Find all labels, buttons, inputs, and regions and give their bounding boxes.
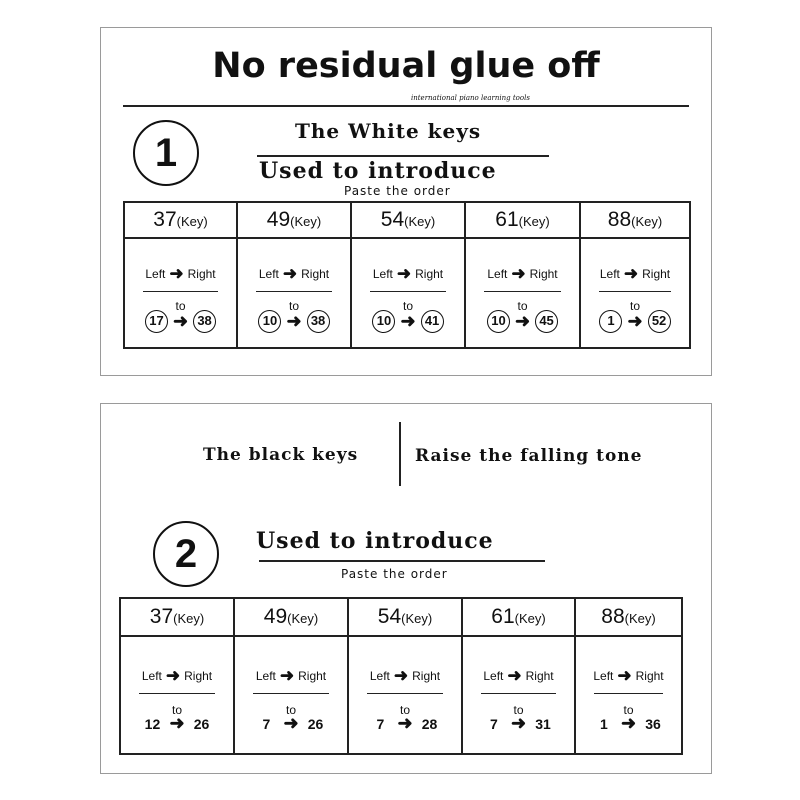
vertical-divider	[399, 422, 401, 486]
order-cell	[120, 636, 234, 754]
key-unit: (Key)	[404, 214, 436, 229]
key-count: 88	[607, 208, 632, 231]
cell-rule	[253, 693, 329, 694]
cell-rule	[139, 693, 215, 694]
key-count-cell	[120, 598, 234, 636]
arrow-right-icon: ➜	[286, 311, 302, 331]
key-count-cell	[124, 202, 237, 238]
order-cell	[465, 238, 580, 348]
raise-tone-heading: Raise the falling tone	[415, 446, 643, 466]
key-count-cell	[580, 202, 690, 238]
start-key-number: 10	[372, 310, 395, 333]
left-label: Left	[599, 267, 620, 281]
key-count: 49	[263, 605, 288, 628]
to-label: to	[399, 703, 410, 717]
arrow-right-icon: ➜	[282, 264, 298, 283]
left-label: Left	[141, 669, 162, 683]
end-key-number: 52	[648, 310, 671, 333]
arrow-right-icon: ➜	[400, 311, 416, 331]
key-count: 61	[491, 605, 515, 628]
right-label: Right	[642, 267, 671, 281]
key-count: 54	[380, 208, 405, 231]
left-label: Left	[487, 267, 508, 281]
key-count-cell	[465, 202, 580, 238]
key-unit: (Key)	[518, 214, 550, 229]
key-unit: (Key)	[287, 611, 319, 626]
arrow-right-icon: ➜	[510, 713, 527, 733]
to-label: to	[288, 299, 299, 313]
start-key-number: 7	[376, 715, 385, 732]
right-label: Right	[525, 669, 554, 683]
order-cell	[124, 238, 237, 348]
right-label: Right	[184, 669, 213, 683]
heading-rule	[257, 155, 549, 157]
cell-rule	[594, 693, 663, 694]
left-label: Left	[372, 267, 393, 281]
arrow-right-icon: ➜	[514, 311, 531, 331]
to-label: to	[513, 703, 524, 717]
order-cell	[237, 238, 351, 348]
white-keys-card	[100, 27, 712, 376]
arrow-right-icon: ➜	[169, 264, 184, 283]
end-key-number: 38	[307, 310, 330, 333]
order-cell	[580, 238, 690, 348]
cell-rule	[481, 693, 556, 694]
arrow-right-icon: ➜	[507, 666, 522, 685]
cell-rule	[370, 291, 446, 292]
white-keys-table	[123, 201, 691, 349]
key-unit: (Key)	[290, 214, 322, 229]
right-label: Right	[529, 267, 558, 281]
key-unit: (Key)	[624, 611, 656, 626]
arrow-right-icon: ➜	[623, 264, 639, 283]
start-key-number: 10	[258, 310, 281, 333]
used-to-introduce-heading: Used to introduce	[259, 158, 497, 184]
arrow-right-icon: ➜	[172, 311, 189, 331]
key-count-row	[124, 202, 690, 238]
key-count: 37	[153, 208, 177, 231]
arrow-right-icon: ➜	[627, 311, 643, 331]
cell-rule	[367, 693, 443, 694]
end-key-number: 26	[193, 715, 210, 732]
arrow-right-icon: ➜	[617, 666, 632, 685]
paste-order-label: Paste the order	[341, 567, 448, 581]
start-key-number: 17	[145, 310, 168, 333]
right-label: Right	[415, 267, 444, 281]
order-row	[124, 238, 690, 348]
key-count-row	[120, 598, 682, 636]
black-keys-heading: The black keys	[203, 445, 359, 465]
start-key-number: 1	[599, 310, 622, 333]
start-key-number: 7	[262, 715, 271, 732]
key-unit: (Key)	[514, 611, 546, 626]
end-key-number: 26	[307, 715, 324, 732]
key-count-cell	[462, 598, 575, 636]
end-key-number: 31	[535, 715, 551, 732]
title-rule	[123, 105, 689, 107]
key-unit: (Key)	[176, 214, 208, 229]
arrow-right-icon: ➜	[511, 264, 526, 283]
key-unit: (Key)	[631, 214, 663, 229]
arrow-right-icon: ➜	[393, 666, 409, 685]
key-count: 37	[149, 605, 174, 628]
cell-rule	[599, 291, 671, 292]
left-label: Left	[369, 669, 390, 683]
black-keys-table	[119, 597, 683, 755]
order-cell	[234, 636, 348, 754]
arrow-right-icon: ➜	[397, 713, 413, 733]
key-count-cell	[575, 598, 682, 636]
to-label: to	[623, 703, 634, 717]
left-label: Left	[483, 669, 504, 683]
key-count-cell	[351, 202, 465, 238]
paste-order-label: Paste the order	[344, 184, 451, 198]
left-label: Left	[593, 669, 614, 683]
step-number-badge: 1	[133, 120, 199, 186]
cell-rule	[143, 291, 218, 292]
key-unit: (Key)	[401, 611, 433, 626]
to-label: to	[175, 299, 186, 313]
order-row	[120, 636, 682, 754]
key-count-cell	[237, 202, 351, 238]
heading-rule	[259, 560, 545, 562]
arrow-right-icon: ➜	[279, 666, 295, 685]
key-count: 88	[601, 605, 625, 628]
cell-rule	[256, 291, 332, 292]
end-key-number: 41	[421, 310, 444, 333]
end-key-number: 28	[421, 715, 438, 732]
to-label: to	[171, 703, 182, 717]
left-label: Left	[258, 267, 279, 281]
right-label: Right	[412, 669, 441, 683]
white-keys-heading: The White keys	[295, 119, 482, 143]
cell-rule	[484, 291, 561, 292]
start-key-number: 1	[600, 715, 608, 732]
end-key-number: 45	[535, 310, 558, 333]
order-cell	[351, 238, 465, 348]
left-label: Left	[145, 267, 166, 281]
step-number-badge: 2	[153, 521, 219, 587]
start-key-number: 12	[144, 715, 161, 732]
key-count: 61	[495, 208, 519, 231]
arrow-right-icon: ➜	[620, 713, 637, 733]
arrow-right-icon: ➜	[169, 713, 185, 733]
order-cell	[462, 636, 575, 754]
to-label: to	[285, 703, 296, 717]
end-key-number: 36	[645, 715, 661, 732]
key-count-cell	[348, 598, 462, 636]
key-count-cell	[234, 598, 348, 636]
key-count: 49	[266, 208, 291, 231]
left-label: Left	[255, 669, 276, 683]
black-keys-card	[100, 403, 712, 774]
to-label: to	[517, 299, 528, 313]
order-cell	[575, 636, 682, 754]
main-title: No residual glue off	[212, 46, 600, 86]
end-key-number: 38	[193, 310, 216, 333]
right-label: Right	[298, 669, 327, 683]
arrow-right-icon: ➜	[396, 264, 412, 283]
start-key-number: 10	[487, 310, 510, 333]
key-unit: (Key)	[173, 611, 205, 626]
start-key-number: 7	[490, 715, 498, 732]
tagline: international piano learning tools	[411, 94, 530, 102]
key-count: 54	[377, 605, 402, 628]
used-to-introduce-heading: Used to introduce	[256, 528, 494, 554]
to-label: to	[629, 299, 640, 313]
right-label: Right	[301, 267, 330, 281]
to-label: to	[402, 299, 413, 313]
right-label: Right	[635, 669, 664, 683]
arrow-right-icon: ➜	[283, 713, 299, 733]
right-label: Right	[187, 267, 216, 281]
arrow-right-icon: ➜	[165, 666, 181, 685]
order-cell	[348, 636, 462, 754]
